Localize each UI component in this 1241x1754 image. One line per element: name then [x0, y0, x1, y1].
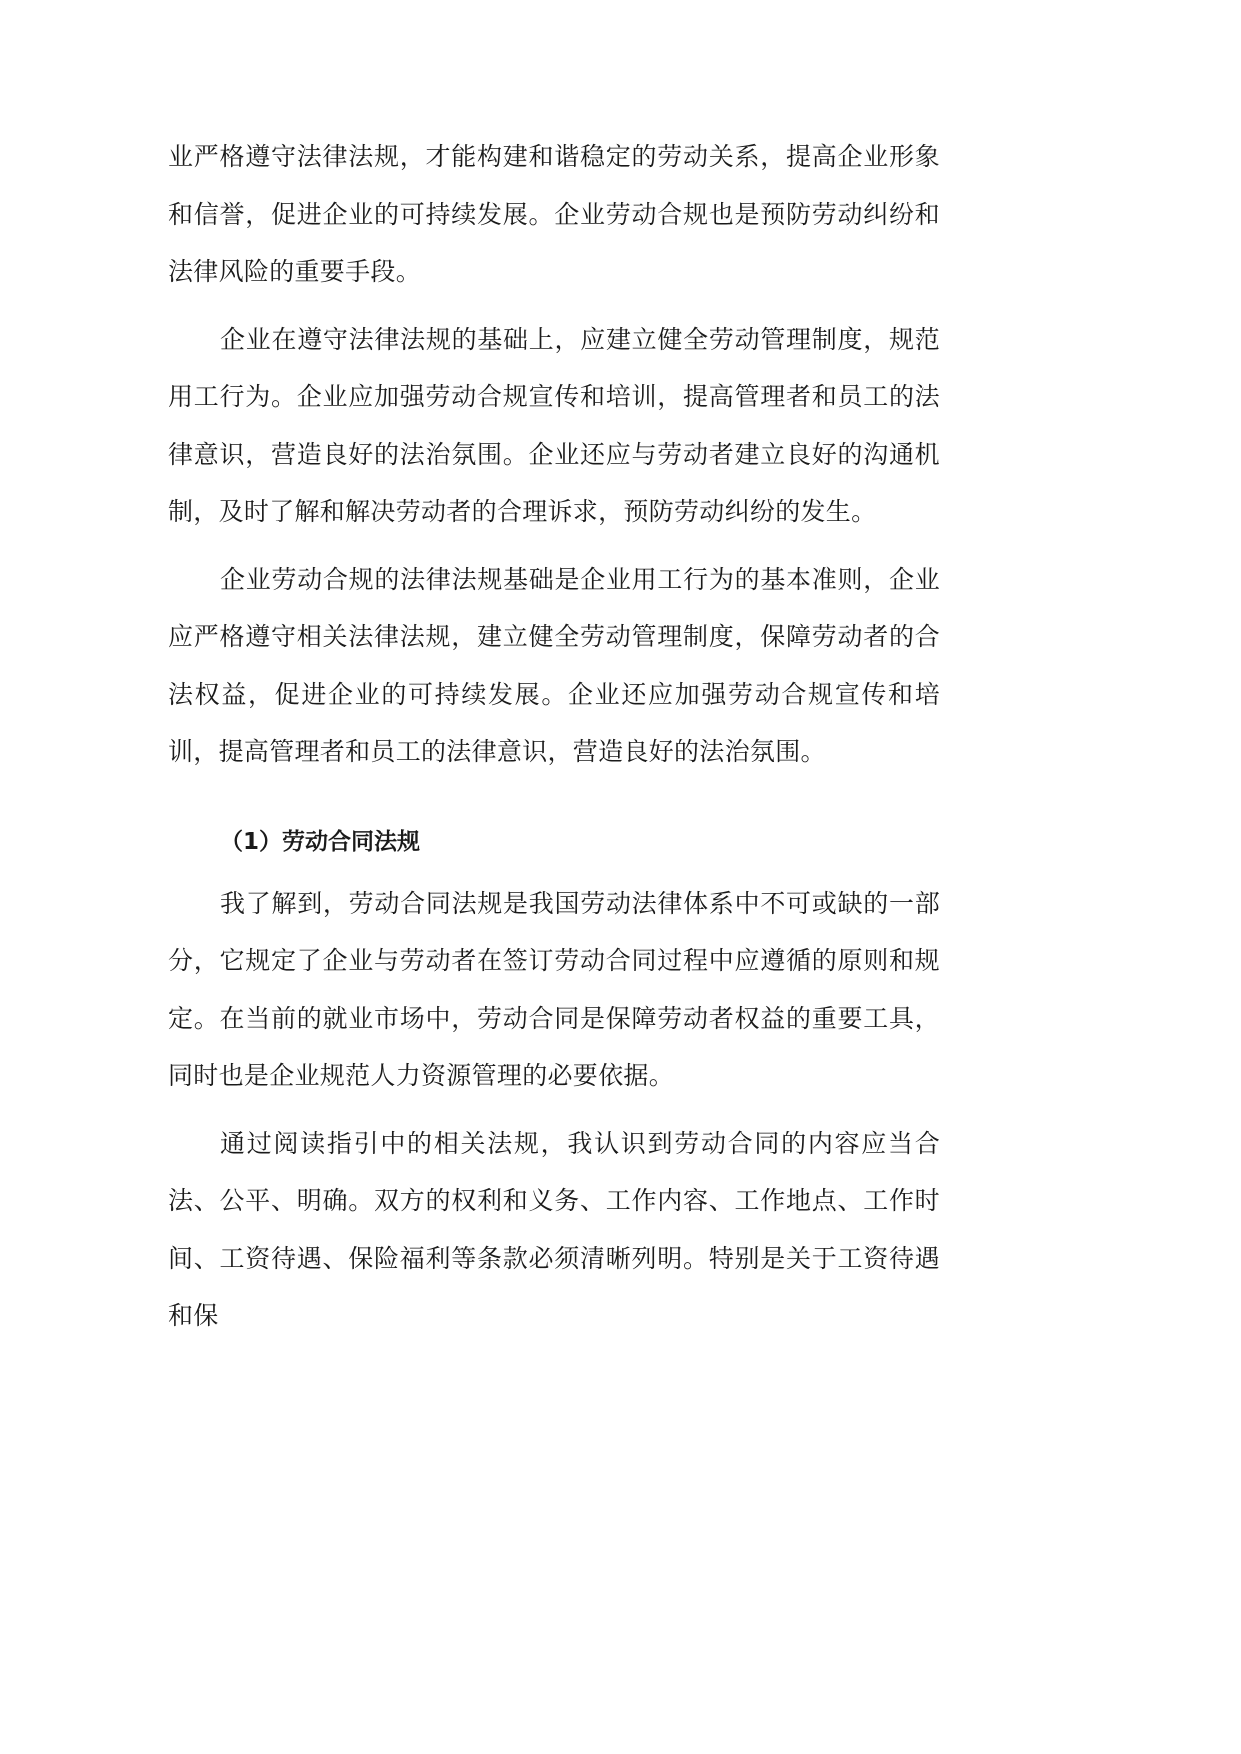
paragraph-contract-content: 通过阅读指引中的相关法规，我认识到劳动合同的内容应当合法、公平、明确。双方的权利和义务、工作内容、工作地点、工作时间、工资待遇、保险福利等条款必须清晰列明。特别是关于工资待遇和保 — [168, 1128, 940, 1330]
paragraph-legal-basis: 企业劳动合规的法律法规基础是企业用工行为的基本准则，企业应严格遵守相关法律法规，建立健全劳动管理制度，保障劳动者的合法权益，促进企业的可持续发展。企业还应加强劳动合规宣传和培训，提高管理者和员工的法律意识，营造良好的法治氛围。 — [168, 564, 940, 766]
paragraph-management-system: 企业在遵守法律法规的基础上，应建立健全劳动管理制度，规范用工行为。企业应加强劳动合规宣传和培训，提高管理者和员工的法律意识，营造良好的法治氛围。企业还应与劳动者建立良好的沟通机制，及时了解和解决劳动者的合理诉求，预防劳动纠纷的发生。 — [168, 324, 940, 526]
section-heading: （1）劳动合同法规 — [220, 828, 421, 855]
document-body — [168, 128, 940, 1355]
paragraph-labor-contract-law: 我了解到，劳动合同法规是我国劳动法律体系中不可或缺的一部分，它规定了企业与劳动者在签订劳动合同过程中应遵循的原则和规定。在当前的就业市场中，劳动合同是保障劳动者权益的重要工具，同时也是企业规范人力资源管理的必要依据。 — [168, 888, 940, 1090]
paragraph-continuation: 业严格遵守法律法规，才能构建和谐稳定的劳动关系，提高企业形象和信誉，促进企业的可持续发展。企业劳动合规也是预防劳动纠纷和法律风险的重要手段。 — [168, 142, 940, 286]
